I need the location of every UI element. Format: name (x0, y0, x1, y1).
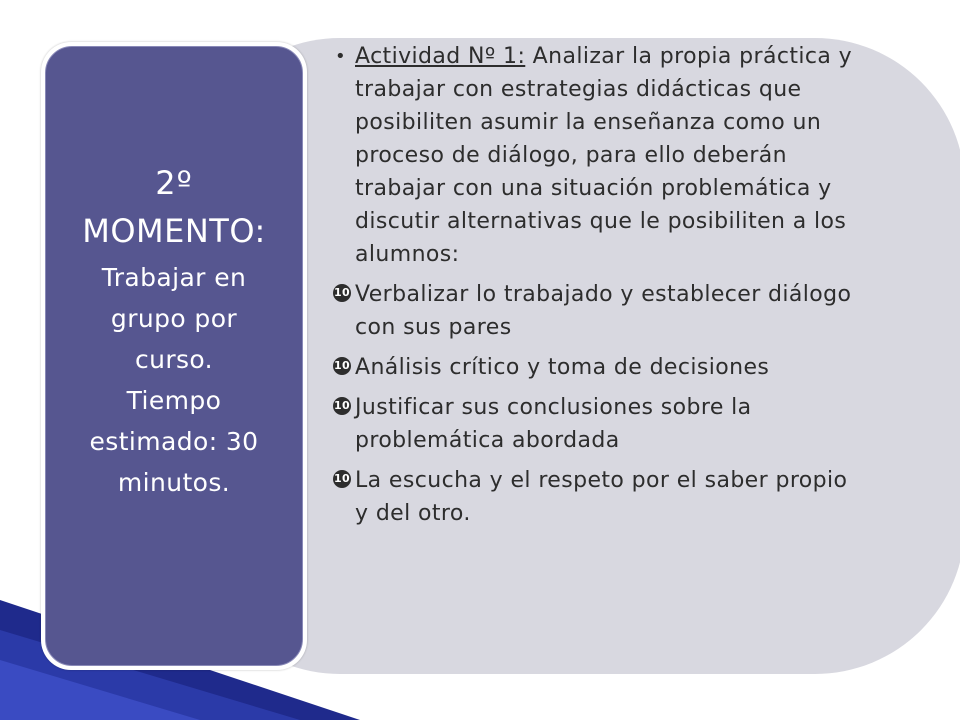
list-item-text: Justificar sus conclusiones sobre la problemática abordada (355, 395, 752, 453)
list-item (335, 351, 865, 384)
list-item-text: La escucha y el respeto por el saber propio y del otro. (355, 468, 848, 526)
numbered-bullet-icon: 10 (333, 357, 351, 375)
moment-panel (41, 42, 307, 670)
moment-description-line: curso. (134, 345, 214, 374)
moment-number: 2º (155, 164, 193, 202)
moment-text (46, 165, 302, 503)
list-item (335, 464, 865, 530)
moment-description-line: grupo por (110, 304, 238, 333)
activity-lead: Actividad Nº 1: (355, 44, 526, 69)
moment-description-line: estimado: 30 (89, 427, 259, 456)
list-item-text: Análisis crítico y toma de decisiones (355, 355, 770, 380)
activity-content (335, 40, 865, 530)
list-item (335, 391, 865, 457)
moment-description-line: Trabajar en (101, 263, 247, 292)
moment-description (46, 257, 302, 503)
numbered-bullet-icon: 10 (333, 284, 351, 302)
list-item (335, 278, 865, 344)
activity-text: Analizar la propia práctica y trabajar con estrategias didácticas que posibiliten asumir la enseñanza como un proceso de diálogo, para ello deberán trabajar con una situación problemática y discutir alternativas que le posibiliten a los alumnos: (355, 44, 853, 267)
numbered-bullet-icon: 10 (333, 470, 351, 488)
moment-panel-fill (45, 46, 303, 666)
activity-item (335, 40, 865, 271)
moment-description-line: minutos. (117, 468, 231, 497)
moment-title: MOMENTO: (82, 212, 266, 250)
numbered-bullet-icon: 10 (333, 397, 351, 415)
moment-description-line: Tiempo (126, 386, 222, 415)
list-item-text: Verbalizar lo trabajado y establecer diálogo con sus pares (355, 282, 852, 340)
bullet-icon: • (335, 46, 347, 67)
